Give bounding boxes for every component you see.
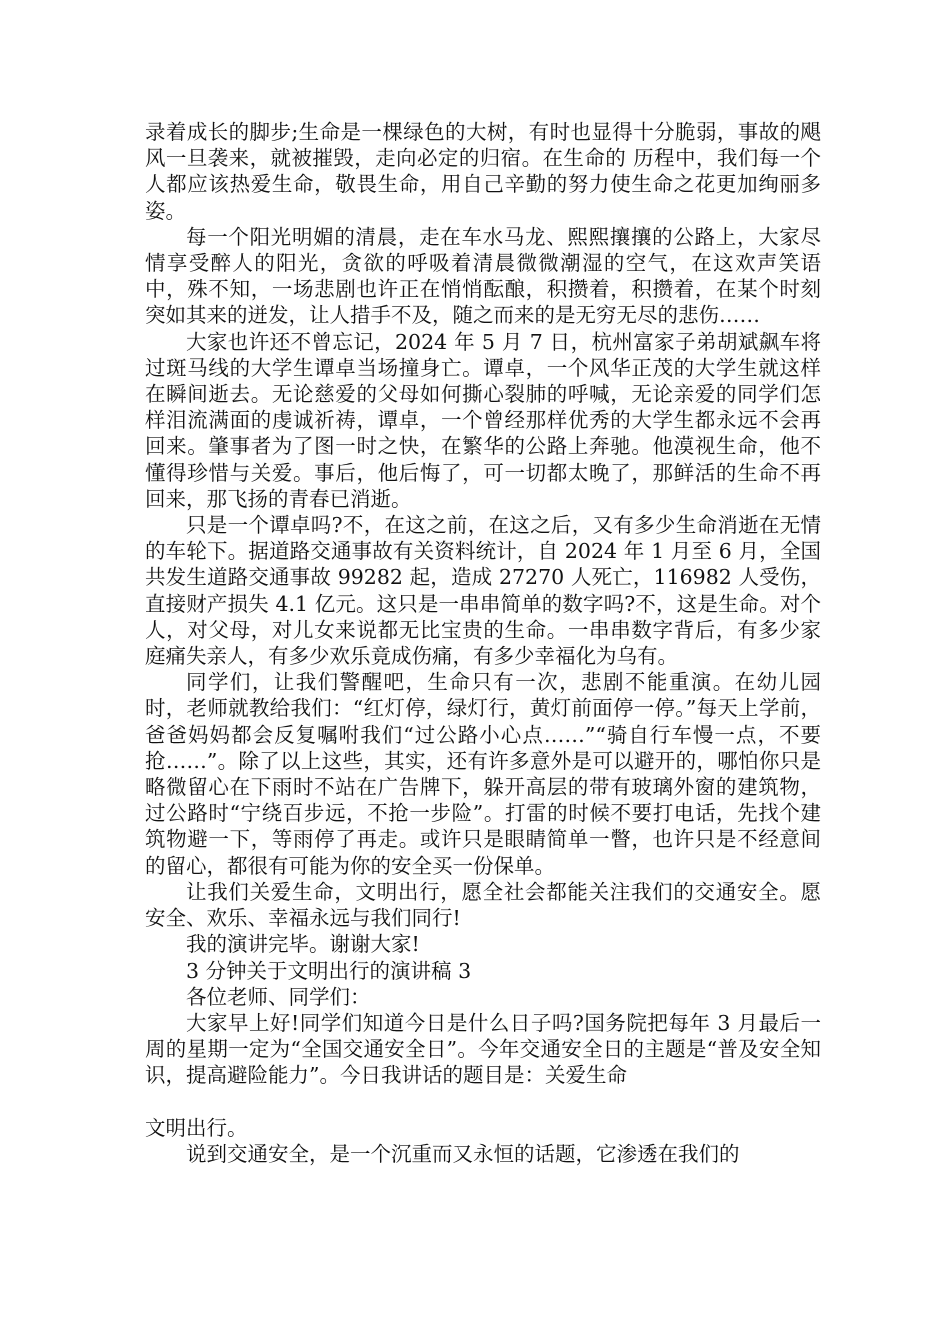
- paragraph-2: 每一个阳光明媚的清晨，走在车水马龙、熙熙攘攘的公路上，大家尽情享受醉人的阳光，贪欲的呼吸着清晨微微潮湿的空气，在这欢声笑语中，殊不知，一场悲剧也许正在悄悄酝酿，积攒着，积攒着，在某个时刻突如其来的迸发，让人措手不及，随之而来的是无穷无尽的悲伤……: [145, 224, 821, 328]
- paragraph-3: 大家也许还不曾忘记，2024 年 5 月 7 日，杭州富家子弟胡斌飙车将过斑马线的大学生谭卓当场撞身亡。谭卓，一个风华正茂的大学生就这样在瞬间逝去。无论慈爱的父母如何撕心裂肺的呼喊，无论亲爱的同学们怎样泪流满面的虔诚祈祷，谭卓，一个曾经那样优秀的大学生都永远不会再回来。肇事者为了图一时之快，在繁华的公路上奔驰。他漠视生命，他不懂得珍惜与关爱。事后，他后悔了，可一切都太晚了，那鲜活的生命不再回来，那飞扬的青春已消逝。: [145, 329, 821, 511]
- paragraph-8: 文明出行。: [145, 1115, 248, 1140]
- salutation: 各位老师、同学们：: [186, 984, 371, 1009]
- paragraph-9: 说到交通安全，是一个沉重而又永恒的话题，它渗透在我们的: [186, 1141, 740, 1166]
- blank-line: [145, 1089, 821, 1115]
- paragraph-6: 让我们关爱生命，文明出行，愿全社会都能关注我们的交通安全。愿安全、欢乐、幸福永远与我们同行!: [145, 879, 821, 931]
- paragraph-4: 只是一个谭卓吗?不，在这之前，在这之后，又有多少生命消逝在无情的车轮下。据道路交通事故有关资料统计，自 2024 年 1 月至 6 月，全国共发生道路交通事故 99282 起，造成 27270 人死亡，116982 人受伤，直接财产损失 4.1 亿元。这只是一串串简单的数字吗?不，这是生命。对个人，对父母，对儿女来说都无比宝贵的生命。一串串数字背后，有多少家庭痛失亲人，有多少欢乐竟成伤痛，有多少幸福化为乌有。: [145, 513, 821, 669]
- closing-line: 我的演讲完毕。谢谢大家!: [186, 932, 420, 957]
- document-body: [145, 119, 821, 1167]
- paragraph-5: 同学们，让我们警醒吧，生命只有一次，悲剧不能重演。在幼儿园时，老师就教给我们：“红灯停，绿灯行，黄灯前面停一停。”每天上学前，爸爸妈妈都会反复嘱咐我们“过公路小心点……”“骑自行车慢一点，不要抢……”。除了以上这些，其实，还有许多意外是可以避开的，哪怕你只是略微留心在下雨时不站在广告牌下，躲开高层的带有玻璃外窗的建筑物，过公路时“宁绕百步远，不抢一步险”。打雷的时候不要打电话，先找个建筑物避一下，等雨停了再走。或许只是眼睛简单一瞥，也许只是不经意间的留心，都很有可能为你的安全买一份保单。: [145, 670, 821, 878]
- paragraph-7: 大家早上好!同学们知道今日是什么日子吗?国务院把每年 3 月最后一周的星期一定为“全国交通安全日”。今年交通安全日的主题是“普及安全知识，提高避险能力”。今日我讲话的题目是：关爱生命: [145, 1010, 821, 1088]
- paragraph-1: 录着成长的脚步;生命是一棵绿色的大树，有时也显得十分脆弱，事故的飓风一旦袭来，就被摧毁，走向必定的归宿。在生命的 历程中，我们每一个人都应该热爱生命，敬畏生命，用自己辛勤的努力使生命之花更加绚丽多姿。: [145, 120, 821, 223]
- speech-title: 3 分钟关于文明出行的演讲稿 3: [186, 958, 472, 983]
